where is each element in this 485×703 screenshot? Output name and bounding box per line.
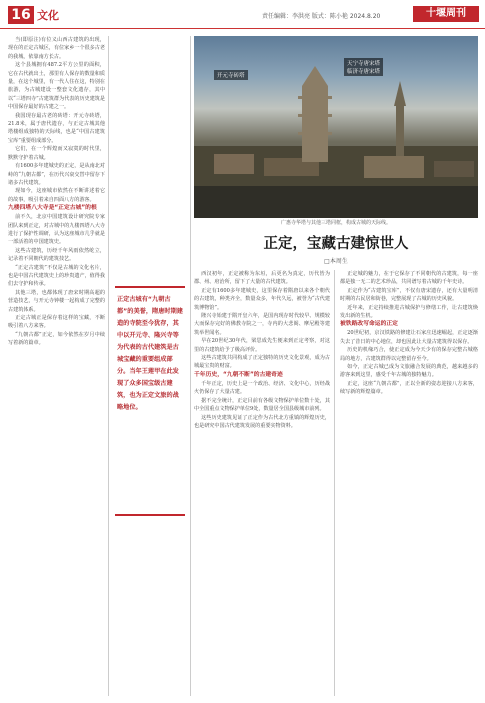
- photo-label-tower: 开元寺砖塔: [214, 70, 248, 80]
- paragraph: 其他三塔，也都体现了唐宋时期高超的营造技艺，与开元寺钟楼一起构成了完整的古建筑体系。: [8, 289, 105, 313]
- paragraph: “正定古建筑”不仅是古城的文化名片，也是中国古代建筑史上的珍贵遗产，值得我们去守护和传承。: [8, 264, 105, 288]
- paragraph: 近年来，正定持续推进古城保护与修缮工作，让古建筑焕发出新的生机。: [340, 304, 478, 320]
- section-title: 文化: [37, 9, 59, 22]
- paragraph: 历史的机缘巧合，使正定成为今天少有的保存完整古城格局的地方，古建筑群得以完整留存至今。: [340, 347, 478, 362]
- paragraph: 这些古建筑共同构成了正定独特的历史文化景观，成为古城最宝贵的财富。: [194, 355, 330, 370]
- paragraph: 早在20世纪30年代，梁思成先生便来到正定考察，对这里的古建筑给予了极高评价。: [194, 338, 330, 353]
- paragraph: 当(即原注)有位义山西古建筑的出现，现在的正定古城区，有位家乡一个很多古老的我城，依靠南方长古。: [8, 37, 105, 60]
- article-column-4: [340, 270, 478, 696]
- paragraph: 隆兴寺始建于隋开皇六年，是国内现存时代较早、规模较大而保存完好的佛教寺院之一，寺内的大悲阁、摩尼殿等建筑举世闻名。: [194, 313, 330, 336]
- paragraph: 千年正定，历史上是一个政治、经济、文化中心，历经战火仍保存了大量古建。: [194, 380, 330, 396]
- paragraph: 正定城的魅力，在于它保存了不同朝代的古建筑，每一座都是独一无二的艺术珍品，共同谱写着古城的千年史诗。: [340, 271, 478, 286]
- paragraph: 我国现存最古老的砖塔：开元寺砖塔，21.8米，属于唐代遗存，与正定古城其他塔楼组成独特的天际线，也是“中国古建筑宝库”重要组成部分。: [8, 112, 105, 144]
- paragraph: 现如今，这座城市依然在不断讲述着它的故事，吸引着来自四面八方的游客。: [8, 188, 105, 203]
- subheading: 九楼四塔八大寺是“正定古城”的根: [8, 205, 97, 212]
- paragraph: “九朝古都”正定，如今依然在岁月中续写着新的篇章。: [8, 331, 105, 347]
- paragraph: 它们，在一个辉煌而又寂寞的时代里，默默守护着古城。: [8, 146, 105, 161]
- column-divider: [190, 36, 191, 696]
- paragraph: 前不久，北京中国建筑设计研究院专家团队来到正定，对古城中的九楼四塔八大寺进行了保护性调研，认为这座城市几乎就是一部活着的中国建筑史。: [8, 214, 105, 246]
- paragraph: 20世纪初，京汉铁路的修建让石家庄迅速崛起，正定逐渐失去了昔日的中心地位，却也因此让大量古建筑得以保存。: [340, 330, 478, 345]
- column-divider: [334, 270, 335, 696]
- paragraph: 如今，正定古城已成为文旅融合发展的典范，越来越多的游客来到这里，感受千年古城的独特魅力。: [340, 364, 478, 379]
- page-header: [0, 0, 485, 29]
- paragraph: 这些历史建筑见证了正定作为古代北方重镇的辉煌历史，也是研究中国古代建筑发展的重要实物资料。: [194, 414, 330, 429]
- article-author: □本周生: [324, 258, 348, 265]
- paragraph: 有1600多年建城史的正定，是从南北对峙的“九朝古都”，在历代兴衰交替中留存下诸多古代建筑。: [8, 163, 105, 186]
- article-title: 正定，宝藏古建惊世人: [263, 235, 409, 252]
- paragraph: 这些古建筑，历经千年风雨依然屹立，记录着不同朝代的建筑技艺。: [8, 247, 105, 263]
- page-number: 16: [8, 6, 34, 24]
- article-column-1: [8, 36, 105, 696]
- city-photo: [194, 36, 478, 218]
- paragraph: 正定古城正是保存着这样的宝藏，不断吸引着八方来客。: [8, 315, 105, 330]
- subheading: 被铁路改写命运的正定: [340, 321, 398, 328]
- paragraph: 据不完全统计，正定目前有各级文物保护单位数十处，其中全国重点文物保护单位9处，数量居全国县级城市前列。: [194, 397, 330, 413]
- subheading: 千年历史，“九朝不断”的古建奇迹: [194, 371, 283, 378]
- paragraph: 正定作为“古建筑宝库”，不仅有唐宋遗存，还有大量明清时期的古民居和街巷，完整展现了古城的历史风貌。: [340, 287, 478, 303]
- city-skyline-illustration: [194, 36, 478, 218]
- publication-brand: 十堰周刊: [413, 6, 479, 22]
- paragraph: 西汉初年，正定被称为东垣，后更名为真定，历代皆为郡、州、府治所，留下了大量的古代建筑。: [194, 271, 330, 286]
- article-column-3: [194, 270, 330, 696]
- paragraph: 正定有1600多年建城史，这里保存着隋唐以来各个朝代的古建筑，种类齐全，数量众多，年代久远，被誉为“古代建筑博物馆”。: [194, 287, 330, 311]
- pull-quote: 正定古城有“九朝古都”的美誉，隋唐时期建造的寺院至今犹存，其中以开元寺、隆兴寺等为代表的古代建筑是古城宝藏的重要组成部分。当年王莲甲在此发现了众多国宝级古建筑，也为正定文旅的战略地位。: [115, 286, 185, 516]
- column-divider: [108, 36, 109, 696]
- paragraph: 正定，这座“九朝古都”，正以全新的姿态迎接八方来客，续写新的辉煌篇章。: [340, 380, 478, 396]
- photo-caption: 广惠寺华塔与其他三塔同框，构成古城的天际线。: [280, 220, 391, 226]
- photo-label-pagodas: 天宁寺唐宋塔 临济寺唐宋塔: [344, 58, 383, 76]
- editor-credits: 责任编辑：李洪亮 版式：陈小艳 2024.8.20: [262, 13, 381, 20]
- paragraph: 这个县城拥有487.2平方公里的面积，它在古代就出土，那里有人保存的数量和质量，在这个城里，有一代人住在这，特别在旅游，为古城建设一整套文化遗存，其中以“三塔四寺”古建筑群为代表的历史建筑是中国保存最好的古建之一。: [8, 62, 105, 111]
